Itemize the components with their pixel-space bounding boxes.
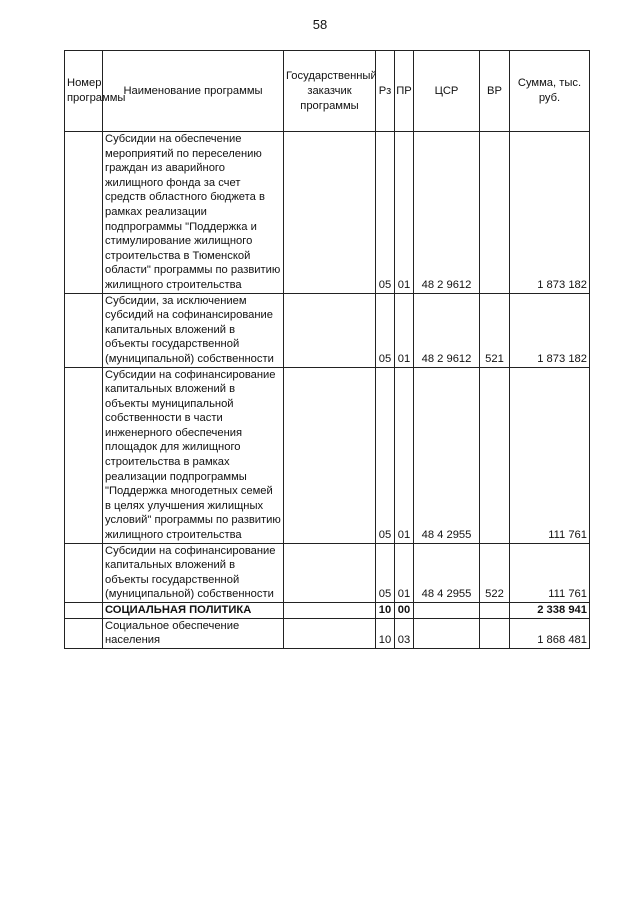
cell-sum: 1 873 182: [510, 132, 590, 294]
header-program-no: Номер программы: [65, 51, 103, 132]
cell-program-no: [65, 543, 103, 602]
cell-csr: 48 4 2955: [414, 367, 480, 543]
header-vr: ВР: [480, 51, 510, 132]
header-sum: Сумма, тыс. руб.: [510, 51, 590, 132]
table-row: [65, 618, 590, 648]
cell-pr: 01: [395, 132, 414, 294]
cell-pr: 03: [395, 618, 414, 648]
cell-rz: 10: [376, 603, 395, 619]
cell-sum: 1 868 481: [510, 618, 590, 648]
cell-program-no: [65, 618, 103, 648]
cell-vr: 522: [480, 543, 510, 602]
cell-rz: 10: [376, 618, 395, 648]
cell-name: Субсидии на софинансирование капитальных вложений в объекты муниципальной собственности в части инженерного обеспечения площадок для жилищного строительства в рамках реализации подпрограммы "Поддержка многодетных семей в целях улучшения жилищных условий" программы по развитию жилищного строительства: [103, 367, 284, 543]
cell-pr: 01: [395, 543, 414, 602]
cell-csr: 48 2 9612: [414, 293, 480, 367]
cell-pr: 01: [395, 293, 414, 367]
header-name: Наименование программы: [103, 51, 284, 132]
cell-pr: 00: [395, 603, 414, 619]
cell-vr: [480, 618, 510, 648]
cell-rz: 05: [376, 293, 395, 367]
table-row-section-total: [65, 603, 590, 619]
cell-customer: [284, 618, 376, 648]
cell-customer: [284, 132, 376, 294]
header-customer: Государственный заказчик программы: [284, 51, 376, 132]
cell-rz: 05: [376, 132, 395, 294]
cell-csr: [414, 618, 480, 648]
cell-pr: 01: [395, 367, 414, 543]
cell-name: Социальное обеспечение населения: [103, 618, 284, 648]
cell-program-no: [65, 367, 103, 543]
cell-sum: 111 761: [510, 543, 590, 602]
header-pr: ПР: [395, 51, 414, 132]
header-row: [65, 51, 590, 132]
cell-name: Субсидии на обеспечение мероприятий по переселению граждан из аварийного жилищного фонда за счет средств областного бюджета в рамках реализации подпрограммы "Поддержка и стимулирование жилищного строительства в Тюменской области" программы по развитию жилищного строительства: [103, 132, 284, 294]
table-row: [65, 543, 590, 602]
cell-customer: [284, 367, 376, 543]
cell-rz: 05: [376, 367, 395, 543]
cell-sum: 111 761: [510, 367, 590, 543]
cell-vr: [480, 603, 510, 619]
cell-csr: 48 4 2955: [414, 543, 480, 602]
header-csr: ЦСР: [414, 51, 480, 132]
budget-table: [64, 50, 590, 649]
cell-customer: [284, 603, 376, 619]
cell-vr: [480, 367, 510, 543]
cell-customer: [284, 293, 376, 367]
cell-program-no: [65, 132, 103, 294]
cell-sum: 1 873 182: [510, 293, 590, 367]
page-number: 58: [312, 17, 328, 32]
table-row: [65, 132, 590, 294]
cell-sum: 2 338 941: [510, 603, 590, 619]
cell-vr: 521: [480, 293, 510, 367]
cell-name: Субсидии на софинансирование капитальных вложений в объекты государственной (муниципальной) собственности: [103, 543, 284, 602]
cell-name: Субсидии, за исключением субсидий на софинансирование капитальных вложений в объекты государственной (муниципальной) собственности: [103, 293, 284, 367]
cell-customer: [284, 543, 376, 602]
cell-name: СОЦИАЛЬНАЯ ПОЛИТИКА: [103, 603, 284, 619]
cell-vr: [480, 132, 510, 294]
cell-csr: 48 2 9612: [414, 132, 480, 294]
cell-program-no: [65, 293, 103, 367]
cell-program-no: [65, 603, 103, 619]
cell-csr: [414, 603, 480, 619]
table-row: [65, 367, 590, 543]
cell-rz: 05: [376, 543, 395, 602]
table-row: [65, 293, 590, 367]
header-rz: Рз: [376, 51, 395, 132]
